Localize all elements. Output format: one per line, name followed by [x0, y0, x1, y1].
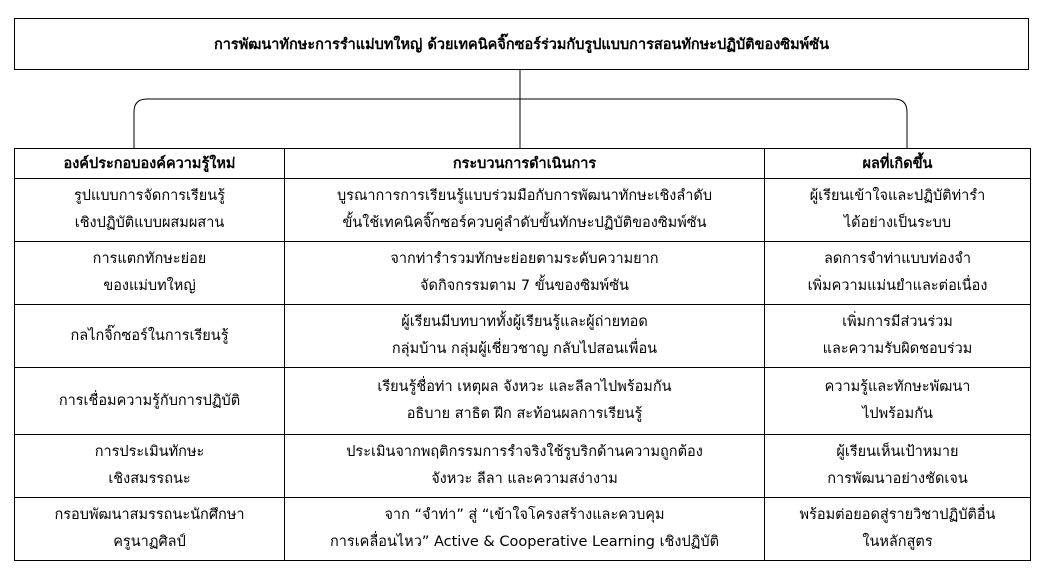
cell-line: กลุ่มบ้าน กลุ่มผู้เชี่ยวชาญ กลับไปสอนเพื่อน [391, 341, 658, 357]
component-cell [15, 368, 285, 435]
cell-line: การแตกทักษะย่อย [92, 251, 207, 267]
cell-line: ในหลักสูตร [862, 534, 933, 550]
process-cell [285, 368, 765, 435]
cell-line: ความรู้และทักษะพัฒนา [824, 379, 971, 395]
cell-line: ผู้เรียนเข้าใจและปฏิบัติท่ารำ [809, 188, 986, 204]
cell-line: ผู้เรียนมีบทบาททั้งผู้เรียนรู้และผู้ถ่ายทอด [401, 314, 648, 330]
cell-line: ครูนาฏศิลป์ [113, 534, 186, 550]
cell-line: ขั้นใช้เทคนิคจิ๊กซอร์ควบคู่ลำดับขั้นทักษะปฏิบัติของซิมพ์ซัน [342, 215, 707, 231]
column-header-result: ผลที่เกิดขึ้น [765, 149, 1031, 179]
cell-line: ไปพร้อมกัน [862, 406, 933, 422]
component-cell [15, 179, 285, 242]
process-cell [285, 242, 765, 305]
cell-line: การพัฒนาอย่างชัดเจน [827, 471, 968, 487]
cell-line: จัดกิจกรรมตาม 7 ขั้นของซิมพ์ซัน [420, 278, 629, 294]
table-row [15, 179, 1031, 242]
result-cell [765, 435, 1031, 498]
table-row [15, 435, 1031, 498]
component-cell [15, 242, 285, 305]
cell-line: จากท่ารำรวมทักษะย่อยตามระดับความยาก [390, 251, 659, 267]
diagram-title: การพัฒนาทักษะการรำแม่บทใหญ่ ด้วยเทคนิคจิ๊กซอร์ร่วมกับรูปแบบการสอนทักษะปฏิบัติของซิมพ์ซัน [214, 36, 829, 53]
process-cell [285, 179, 765, 242]
result-cell [765, 179, 1031, 242]
knowledge-table [14, 148, 1031, 561]
cell-line: กลไกจิ๊กซอร์ในการเรียนรู้ [70, 327, 229, 344]
component-cell [15, 435, 285, 498]
cell-line: ของแม่บทใหญ่ [103, 278, 196, 294]
component-cell [15, 498, 285, 561]
column-header-component: องค์ประกอบองค์ความรู้ใหม่ [15, 149, 285, 179]
cell-line: รูปแบบการจัดการเรียนรู้ [73, 188, 226, 204]
cell-line: เรียนรู้ชื่อท่า เหตุผล จังหวะ และลีลาไปพร้อมกัน [377, 379, 672, 395]
process-cell [285, 435, 765, 498]
cell-line: ลดการจำท่าแบบท่องจำ [823, 251, 972, 267]
cell-line: จังหวะ ลีลา และความสง่างาม [431, 471, 618, 487]
cell-line: ผู้เรียนเห็นเป้าหมาย [836, 444, 959, 460]
cell-line: ประเมินจากพฤติกรรมการรำจริงใช้รูบริกด้านความถูกต้อง [346, 444, 703, 460]
table-row [15, 242, 1031, 305]
cell-line: เพิ่มความแม่นยำและต่อเนื่อง [807, 278, 988, 294]
cell-line: และความรับผิดชอบร่วม [822, 341, 973, 357]
cell-line: กรอบพัฒนาสมรรถนะนักศึกษา [54, 507, 245, 523]
cell-line: เชิงสมรรถนะ [108, 471, 191, 487]
result-cell [765, 242, 1031, 305]
result-cell [765, 498, 1031, 561]
cell-line: การเชื่อมความรู้กับการปฏิบัติ [58, 392, 241, 409]
cell-line: เชิงปฏิบัติแบบผสมผสาน [74, 215, 225, 231]
process-cell [285, 305, 765, 368]
result-cell [765, 305, 1031, 368]
cell-line: พร้อมต่อยอดสู่รายวิชาปฏิบัติอื่น [799, 507, 996, 523]
cell-line: บูรณาการการเรียนรู้แบบร่วมมือกับการพัฒนาทักษะเชิงลำดับ [336, 188, 713, 204]
cell-line: ได้อย่างเป็นระบบ [843, 215, 952, 231]
table-row [15, 498, 1031, 561]
column-header-process: กระบวนการดำเนินการ [285, 149, 765, 179]
cell-line: การประเมินทักษะ [94, 444, 205, 460]
table-row [15, 368, 1031, 435]
table-row [15, 305, 1031, 368]
process-cell [285, 498, 765, 561]
cell-line: อธิบาย สาธิต ฝึก สะท้อนผลการเรียนรู้ [406, 406, 643, 422]
component-cell [15, 305, 285, 368]
cell-line: การเคลื่อนไหว” Active & Cooperative Learning เชิงปฏิบัติ [329, 534, 720, 550]
cell-line: จาก “จำท่า” สู่ “เข้าใจโครงสร้างและควบคุม [384, 507, 665, 523]
table-header-row [15, 149, 1031, 179]
cell-line: เพิ่มการมีส่วนร่วม [842, 314, 953, 330]
result-cell [765, 368, 1031, 435]
